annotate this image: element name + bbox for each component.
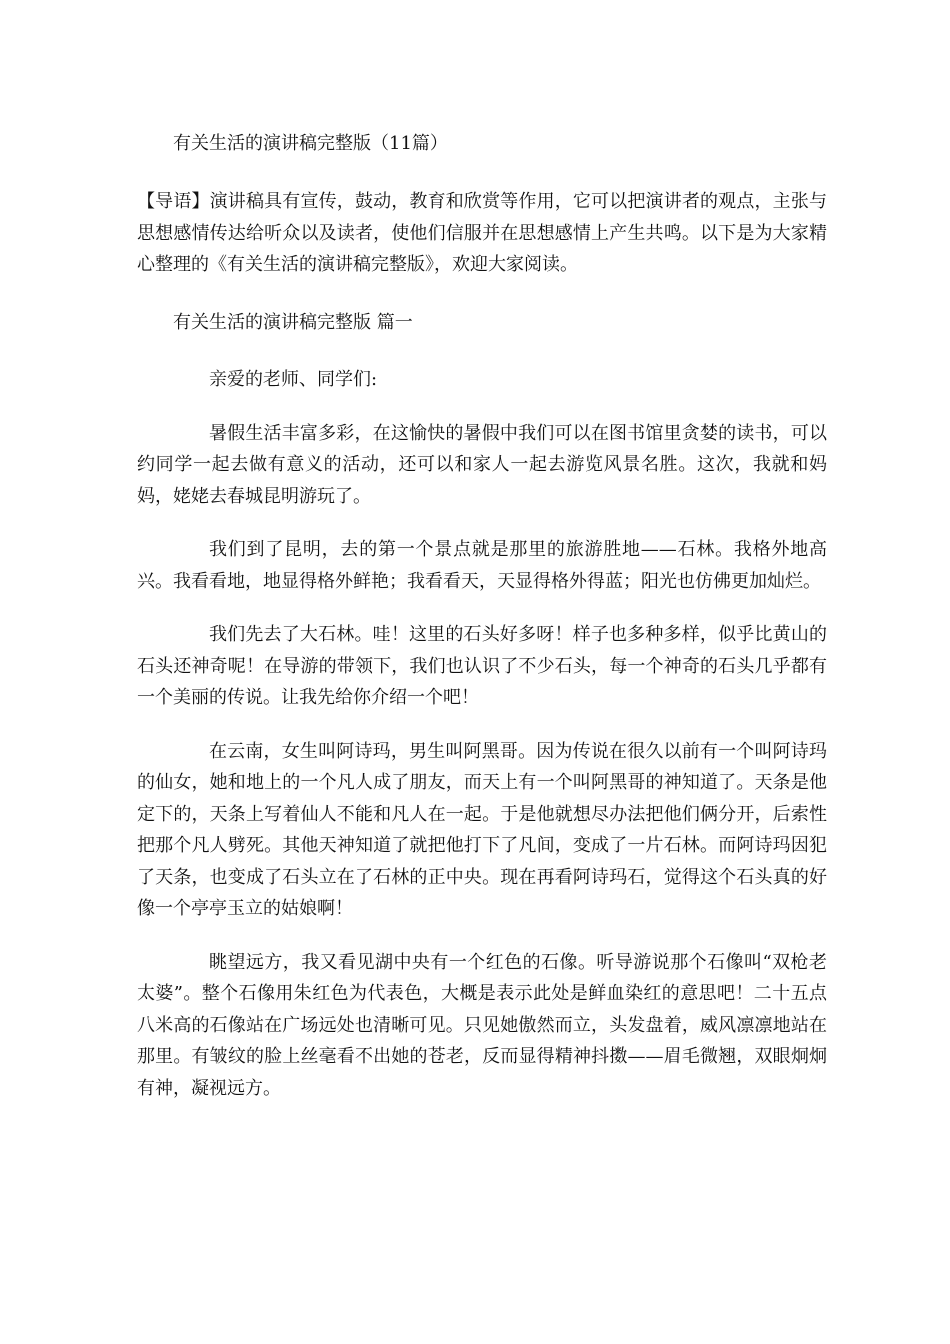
body-paragraph-3: 我们先去了大石林。哇！这里的石头好多呀！样子也多种多样，似乎比黄山的石头还神奇呢！在导游的带领下，我们也认识了不少石头，每一个神奇的石头几乎都有一个美丽的传说。让我先给你介绍一个吧！ [137,624,827,708]
body-paragraph-1: 暑假生活丰富多彩，在这愉快的暑假中我们可以在图书馆里贪婪的读书，可以约同学一起去做有意义的活动，还可以和家人一起去游览风景名胜。这次，我就和妈妈，姥姥去春城昆明游玩了。 [137,422,827,507]
body-paragraph-2: 我们到了昆明，去的第一个景点就是那里的旅游胜地——石林。我格外地高兴。我看看地，地显得格外鲜艳；我看看天，天显得格外得蓝；阳光也仿佛更加灿烂。 [137,539,827,592]
intro-paragraph: 【导语】演讲稿具有宣传，鼓动，教育和欣赏等作用，它可以把演讲者的观点，主张与思想感情传达给听众以及读者，使他们信服并在思想感情上产生共鸣。以下是为大家精心整理的《有关生活的演讲稿完整版》，欢迎大家阅读。 [137,191,827,275]
body-paragraph-5: 眺望远方，我又看见湖中央有一个红色的石像。听导游说那个石像叫“双枪老太婆”。整个石像用朱红色为代表色，大概是表示此处是鲜血染红的意思吧！二十五点八米高的石像站在广场远处也清晰可见。只见她傲然而立，头发盘着，威风凛凛地站在那里。有皱纹的脸上丝毫看不出她的苍老，反而显得精神抖擞——眉毛微翘，双眼炯炯有神，凝视远方。 [137,951,827,1099]
section-heading: 有关生活的演讲稿完整版 篇一 [173,311,413,333]
salutation: 亲爱的老师、同学们: [209,369,378,390]
document-title: 有关生活的演讲稿完整版（11篇） [173,133,448,154]
document-body [137,128,827,1104]
body-paragraph-4: 在云南，女生叫阿诗玛，男生叫阿黑哥。因为传说在很久以前有一个叫阿诗玛的仙女，她和地上的一个凡人成了朋友，而天上有一个叫阿黑哥的神知道了。天条是他定下的，天条上写着仙人不能和凡人在一起。于是他就想尽办法把他们俩分开，后索性把那个凡人劈死。其他天神知道了就把他打下了凡间，变成了一片石林。而阿诗玛因犯了天条，也变成了石头立在了石林的正中央。现在再看阿诗玛石，觉得这个石头真的好像一个亭亭玉立的姑娘啊！ [137,740,827,919]
